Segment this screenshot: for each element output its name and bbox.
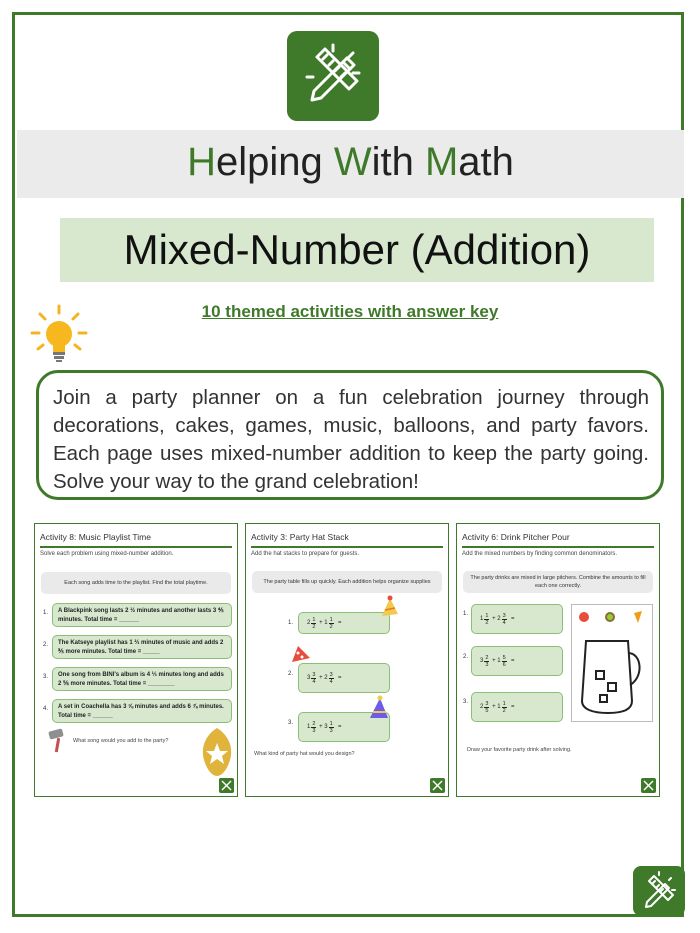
plus-sign: + bbox=[492, 704, 496, 710]
denominator: 2 bbox=[502, 707, 506, 714]
denominator: 3 bbox=[329, 727, 333, 734]
numerator: 3 bbox=[485, 700, 489, 707]
problem-number: 1. bbox=[463, 611, 469, 617]
activity-instruction: Solve each problem using mixed-number addition. bbox=[40, 551, 174, 557]
problem-number: 3. bbox=[463, 699, 469, 705]
denominator: 4 bbox=[312, 678, 316, 685]
brand-text: ath bbox=[458, 140, 514, 184]
denominator: 4 bbox=[329, 678, 333, 685]
problem-number: 2. bbox=[288, 671, 294, 677]
brand-letter: H bbox=[187, 140, 216, 184]
whole: 3 bbox=[324, 724, 328, 730]
problem-box bbox=[471, 646, 563, 676]
plus-sign: + bbox=[492, 658, 496, 664]
numerator: 1 bbox=[329, 616, 333, 623]
question-number: 4. bbox=[43, 706, 49, 712]
mini-logo-icon bbox=[641, 778, 656, 793]
problem-box bbox=[471, 604, 563, 634]
problem-number: 3. bbox=[288, 720, 294, 726]
denominator: 2 bbox=[485, 619, 489, 626]
title-rule bbox=[40, 546, 232, 548]
numerator: 2 bbox=[485, 654, 489, 661]
activity-title: Activity 6: Drink Pitcher Pour bbox=[462, 532, 570, 542]
denominator: 3 bbox=[312, 727, 316, 734]
brand-letter: M bbox=[424, 140, 459, 184]
denominator: 3 bbox=[485, 661, 489, 668]
question-box: A Blackpink song lasts 2 ½ minutes and another lasts 3 ⅘ minutes. Total time = ______ bbox=[52, 603, 232, 627]
numerator: 5 bbox=[502, 654, 506, 661]
denominator: 6 bbox=[502, 661, 506, 668]
mini-logo-icon bbox=[430, 778, 445, 793]
microphone-icon bbox=[47, 728, 67, 754]
plus-sign: + bbox=[319, 620, 323, 626]
equals-sign: = bbox=[511, 658, 515, 664]
mini-logo-icon bbox=[219, 778, 234, 793]
plus-sign: + bbox=[319, 675, 323, 681]
question-box: The Katseye playlist has 1 ⅔ minutes of music and adds 2 ⅗ more minutes. Total time = _____ bbox=[52, 635, 232, 659]
denominator: 5 bbox=[485, 707, 489, 714]
numerator: 1 bbox=[329, 720, 333, 727]
activity-preview-card[interactable] bbox=[456, 523, 660, 797]
activity-instruction: Add the mixed numbers by finding common denominators. bbox=[462, 551, 618, 557]
numerator: 1 bbox=[485, 612, 489, 619]
plus-sign: + bbox=[492, 616, 496, 622]
brand-band bbox=[17, 130, 684, 198]
activity-footer: What song would you add to the party? bbox=[73, 738, 169, 744]
question-box: One song from BINI's album is 4 ⅓ minutes long and adds 2 ⅚ more minutes. Total time = ________ bbox=[52, 667, 232, 691]
denominator: 2 bbox=[312, 623, 316, 630]
denominator: 2 bbox=[329, 623, 333, 630]
numerator: 3 bbox=[329, 671, 333, 678]
whole: 3 bbox=[307, 675, 311, 681]
title-rule bbox=[462, 546, 654, 548]
problem-number: 1. bbox=[288, 620, 294, 626]
pencil-ruler-cross-icon bbox=[633, 866, 685, 916]
activity-preview-card[interactable] bbox=[34, 523, 238, 797]
brand-text: elping bbox=[215, 140, 334, 184]
numerator: 1 bbox=[502, 700, 506, 707]
equals-sign: = bbox=[511, 616, 515, 622]
problem-box bbox=[471, 692, 563, 722]
equals-sign: = bbox=[338, 724, 342, 730]
activities-link[interactable]: 10 themed activities with answer key bbox=[201, 302, 499, 321]
numerator: 2 bbox=[312, 720, 316, 727]
activity-instruction: Add the hat stacks to prepare for guests. bbox=[251, 551, 360, 557]
problem-number: 2. bbox=[463, 654, 469, 660]
activity-title: Activity 3: Party Hat Stack bbox=[251, 532, 349, 542]
pitcher-icon bbox=[572, 605, 652, 721]
party-hat-icon bbox=[376, 594, 402, 620]
whole: 1 bbox=[497, 704, 501, 710]
activity-footer: What kind of party hat would you design? bbox=[254, 751, 355, 757]
whole: 1 bbox=[324, 620, 328, 626]
title-band bbox=[60, 218, 654, 282]
whole: 2 bbox=[324, 675, 328, 681]
corner-logo[interactable] bbox=[633, 866, 685, 916]
description-text: Join a party planner on a fun celebration journey through decorations, cakes, games, music, balloons, and party favors. Each page uses mixed-number addition to keep the party going. Solve your way to the grand celebration! bbox=[53, 386, 649, 493]
denominator: 4 bbox=[502, 619, 506, 626]
title-rule bbox=[251, 546, 443, 548]
brand-logo[interactable] bbox=[287, 31, 379, 121]
whole: 1 bbox=[480, 616, 484, 622]
trophy-star-icon bbox=[197, 724, 237, 779]
activity-preview-card[interactable] bbox=[245, 523, 449, 797]
brand-letter: W bbox=[333, 140, 372, 184]
whole: 2 bbox=[497, 616, 501, 622]
equals-sign: = bbox=[511, 704, 515, 710]
question-number: 3. bbox=[43, 674, 49, 680]
activity-footer: Draw your favorite party drink after solving. bbox=[467, 747, 572, 753]
equals-sign: = bbox=[338, 675, 342, 681]
question-box: A set in Coachella has 3 ⅝ minutes and adds 6 ⅞ minutes. Total time = ______ bbox=[52, 699, 232, 723]
pencil-ruler-cross-icon bbox=[287, 31, 379, 121]
party-hat-icon bbox=[366, 694, 392, 722]
activity-intro: The party table fills up quickly. Each addition helps organize supplies bbox=[252, 571, 442, 593]
equals-sign: = bbox=[338, 620, 342, 626]
brand-name bbox=[17, 140, 684, 185]
numerator: 3 bbox=[502, 612, 506, 619]
party-hat-icon bbox=[288, 642, 314, 668]
whole: 1 bbox=[497, 658, 501, 664]
activity-intro: Each song adds time to the playlist. Find the total playtime. bbox=[41, 572, 231, 594]
page-title: Mixed-Number (Addition) bbox=[123, 226, 591, 273]
whole: 2 bbox=[480, 704, 484, 710]
whole: 1 bbox=[307, 724, 311, 730]
brand-text: ith bbox=[371, 140, 425, 184]
activity-title: Activity 8: Music Playlist Time bbox=[40, 532, 151, 542]
plus-sign: + bbox=[319, 724, 323, 730]
numerator: 1 bbox=[312, 616, 316, 623]
description-box bbox=[36, 370, 664, 500]
whole: 3 bbox=[480, 658, 484, 664]
question-number: 2. bbox=[43, 642, 49, 648]
activity-intro: The party drinks are mixed in large pitchers. Combine the amounts to fill each one correctly. bbox=[463, 571, 653, 593]
numerator: 3 bbox=[312, 671, 316, 678]
drawing-box bbox=[571, 604, 653, 722]
question-number: 1. bbox=[43, 610, 49, 616]
whole: 2 bbox=[307, 620, 311, 626]
